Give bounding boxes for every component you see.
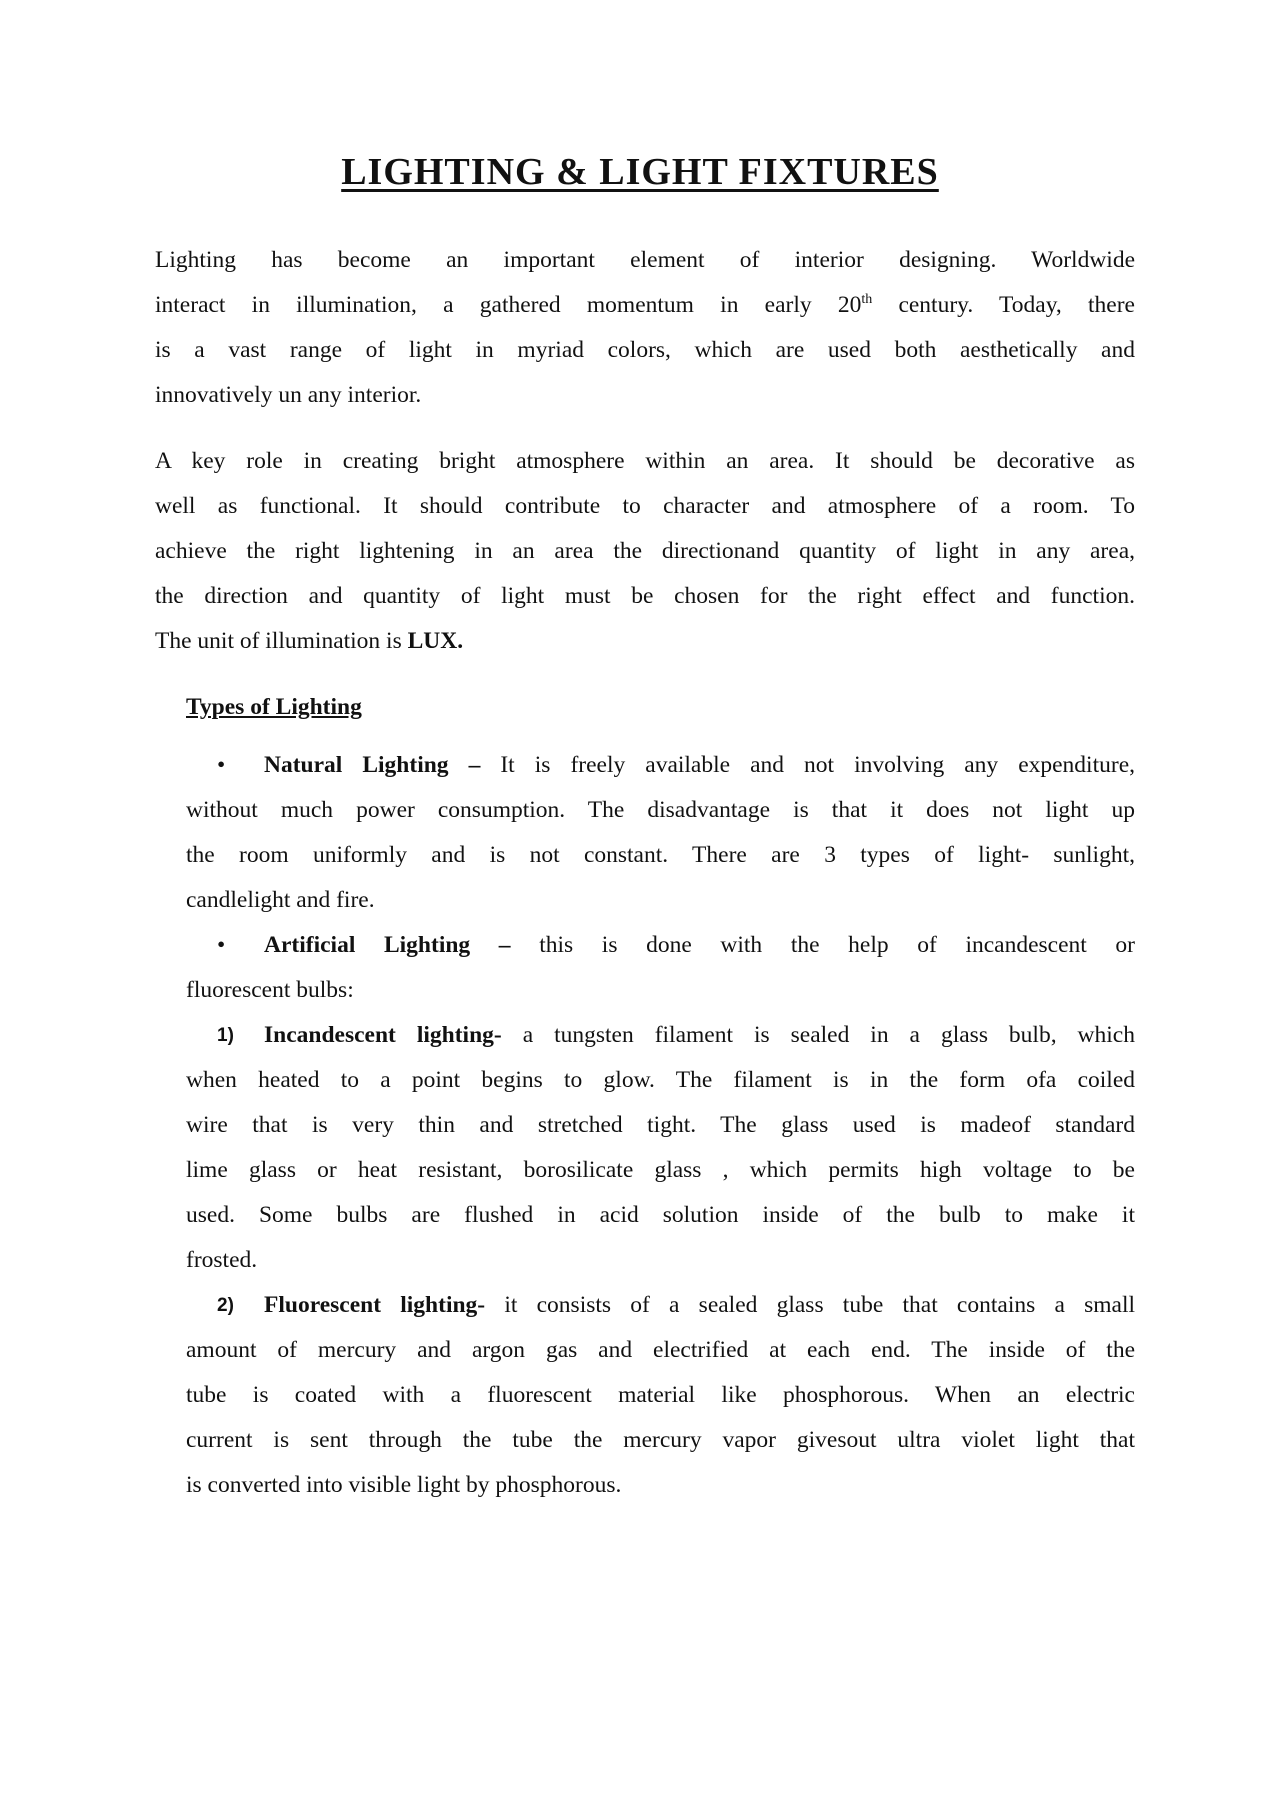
list-item-first-line xyxy=(186,743,1135,788)
text-run: it consists of a sealed glass tube that contains a small xyxy=(485,1292,1136,1318)
text-run: achieve the right lightening in an area the directionand quantity of light in any area, xyxy=(155,538,1135,564)
text-line xyxy=(155,238,1135,283)
text-run: used. Some bulbs are flushed in acid solution inside of the bulb to make it xyxy=(186,1202,1135,1228)
text-run: is converted into visible light by phosphorous. xyxy=(186,1472,622,1498)
section-heading: Types of Lighting xyxy=(186,694,362,720)
text-line xyxy=(186,833,1135,878)
text-run: tube is coated with a fluorescent material like phosphorous. When an electric xyxy=(186,1382,1135,1408)
paragraph xyxy=(155,238,1135,418)
bullet-icon: • xyxy=(217,752,226,778)
text-line xyxy=(186,1238,1135,1283)
text-run: this is done with the help of incandescent or xyxy=(539,932,1136,958)
text-line xyxy=(155,484,1135,529)
text-line xyxy=(155,574,1135,619)
text-line xyxy=(155,619,1135,664)
text-run: amount of mercury and argon gas and electrified at each end. The inside of the xyxy=(186,1337,1135,1363)
lighting-types-list xyxy=(155,743,1135,1508)
text-run: lime glass or heat resistant, borosilicate glass , which permits high voltage to be xyxy=(186,1157,1135,1183)
document-body xyxy=(155,238,1135,1508)
text-run: century. Today, there xyxy=(872,292,1135,318)
text-line xyxy=(186,788,1135,833)
bullet-icon: • xyxy=(217,932,226,958)
list-number: 1) xyxy=(217,1025,234,1046)
bold-text: Incandescent lighting- xyxy=(264,1022,502,1048)
text-run: interact in illumination, a gathered momentum in early 20 xyxy=(155,292,862,318)
list-item-first-line xyxy=(186,1283,1135,1328)
text-run: A key role in creating bright atmosphere within an area. It should be decorative as xyxy=(155,448,1135,474)
bold-text: Artificial Lighting – xyxy=(264,932,540,958)
text-line xyxy=(186,1373,1135,1418)
paragraph xyxy=(155,439,1135,664)
title-text: LIGHTING & LIGHT FIXTURES xyxy=(341,151,939,193)
text-run: the room uniformly and is not constant. There are 3 types of light- sunlight, xyxy=(186,842,1135,868)
bold-text: LUX. xyxy=(407,628,464,654)
bold-text: Fluorescent lighting- xyxy=(264,1292,486,1318)
text-line xyxy=(186,1058,1135,1103)
text-run: innovatively un any interior. xyxy=(155,382,422,408)
text-run: a tungsten filament is sealed in a glass bulb, which xyxy=(501,1022,1135,1048)
text-line xyxy=(186,1148,1135,1193)
text-line xyxy=(186,1328,1135,1373)
text-run: current is sent through the tube the mercury vapor givesout ultra violet light that xyxy=(186,1427,1135,1453)
text-line xyxy=(186,878,1135,923)
text-run: wire that is very thin and stretched tight. The glass used is madeof standard xyxy=(186,1112,1135,1138)
text-line xyxy=(186,1103,1135,1148)
text-run: Lighting has become an important element of interior designing. Worldwide xyxy=(155,247,1135,273)
text-run: It is freely available and not involving any expenditure, xyxy=(500,752,1135,778)
intro-paragraphs xyxy=(155,238,1135,664)
list-item-first-line xyxy=(186,1013,1135,1058)
text-line xyxy=(186,1418,1135,1463)
text-line xyxy=(155,529,1135,574)
list-number: 2) xyxy=(217,1295,234,1316)
text-line xyxy=(155,373,1135,418)
text-line xyxy=(155,283,1135,328)
document-title xyxy=(0,150,1280,194)
text-run: without much power consumption. The disadvantage is that it does not light up xyxy=(186,797,1135,823)
text-run: fluorescent bulbs: xyxy=(186,977,354,1003)
text-run: candlelight and fire. xyxy=(186,887,375,913)
text-line xyxy=(186,1193,1135,1238)
text-run: is a vast range of light in myriad colors, which are used both aesthetically and xyxy=(155,337,1135,363)
bold-text: Natural Lighting – xyxy=(264,752,501,778)
text-line xyxy=(155,439,1135,484)
text-line xyxy=(186,1463,1135,1508)
text-run: the direction and quantity of light must be chosen for the right effect and function. xyxy=(155,583,1135,609)
superscript: th xyxy=(861,292,873,307)
text-run: frosted. xyxy=(186,1247,258,1273)
text-run: well as functional. It should contribute to character and atmosphere of a room. To xyxy=(155,493,1135,519)
text-run: The unit of illumination is xyxy=(155,628,408,654)
list-item-first-line xyxy=(186,923,1135,968)
text-line xyxy=(155,328,1135,373)
text-line xyxy=(186,968,1135,1013)
text-run: when heated to a point begins to glow. The filament is in the form ofa coiled xyxy=(186,1067,1135,1093)
